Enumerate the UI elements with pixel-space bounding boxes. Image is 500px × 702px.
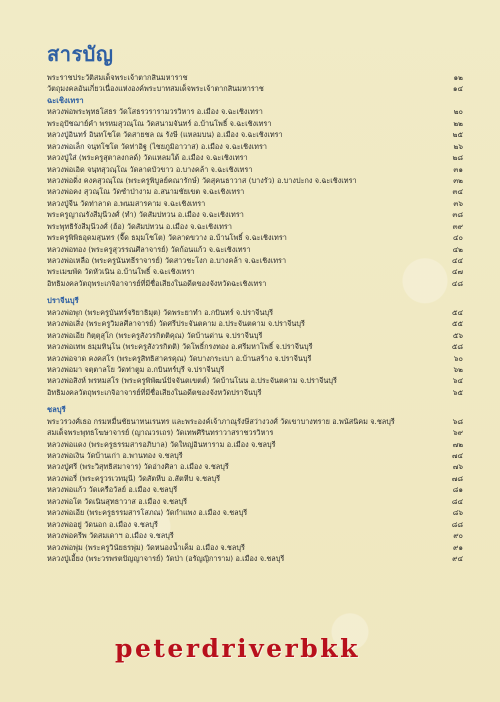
toc-entry	[47, 461, 463, 472]
toc-entry	[47, 473, 463, 484]
toc-entry	[47, 439, 463, 450]
toc-entry	[47, 255, 463, 266]
toc-entry-title: หลวงพ่อดิ่ง คงคสุวณฺโณ (พระครูพิบูลย์คณารักษ์) วัดสุคนธาวาส (บางรัว) อ.บางปะกง จ.ฉะเชิงเทรา	[47, 175, 357, 185]
toc-entry-title: หลวงพ่ออยู่ วัดนอก อ.เมือง จ.ชลบุรี	[47, 519, 158, 529]
toc-entry-page: ๖๒	[453, 364, 463, 374]
toc-entry	[47, 232, 463, 243]
toc-entry	[47, 427, 463, 438]
toc-entry-page: ๘๑	[452, 485, 463, 495]
toc-entry-title: พระราชประวัติสมเด็จพระเจ้าตากสินมหาราช	[47, 73, 188, 82]
toc-entry-page: ๓๑	[453, 164, 463, 174]
toc-entry	[47, 106, 463, 117]
toc-entry-page: ๕๔	[451, 307, 463, 317]
toc-entry-title: หลวงพ่อจาด คงคสโร (พระครูสิทธิสาครคุณ) วัดบางกระเบา อ.บ้านสร้าง จ.ปราจีนบุรี	[47, 353, 312, 363]
toc-entry	[47, 530, 463, 541]
toc-entry-page: ๒๖	[453, 141, 463, 151]
toc-entry	[47, 141, 463, 152]
toc-entry	[47, 152, 463, 163]
toc-entry-page: ๔๗	[451, 267, 463, 277]
toc-entry-page: ๒๐	[453, 107, 463, 117]
toc-entry-page: ๗๔	[451, 451, 463, 460]
toc-entry-title: หลวงพ่อเล็ก จนฺทโชโต วัดท่าอิฐ (ไชยภูมิอาวาส) อ.เมือง จ.ฉะเชิงเทรา	[47, 141, 267, 151]
toc-entry-title: พระอุปัชฌาย์คำ พรหมสุวณฺโณ วัดสนามจันทร์ อ.บ้านโพธิ์ จ.ฉะเชิงเทรา	[47, 118, 272, 128]
toc-entry	[47, 553, 463, 564]
toc-entry-title: หลวงพ่อเอีย (พระครูธรรมสารโสภณ) วัดกำแพง อ.เมือง จ.ชลบุรี	[47, 508, 248, 518]
toc-entry	[47, 353, 463, 364]
toc-entry-page: ๖๙	[453, 428, 463, 438]
toc-entry	[47, 129, 463, 140]
toc-entry-title: หลวงพ่อแดง (พระครูธรรมสารอภิบาล) วัดใหญ่อินทาราม อ.เมือง จ.ชลบุรี	[47, 439, 276, 449]
toc-entry	[47, 330, 463, 341]
toc-entry-page: ๙๐	[453, 531, 463, 541]
toc-entry-page: ๔๐	[453, 233, 463, 243]
toc-entry-page: ๒๒	[453, 118, 463, 128]
toc-entry-title: หลวงพ่อมา จตฺตาลโย วัดท่าตูม อ.กบินทร์บุรี จ.ปราจีนบุรี	[47, 364, 225, 374]
toc-entry-page: ๔๔	[451, 256, 463, 265]
toc-entry	[47, 209, 463, 220]
toc-entry-page: ๑๒	[453, 73, 463, 82]
toc-entry	[47, 375, 463, 386]
toc-entry-title: หลวงปู่อินทร์ อินทโชโต วัดสายชล ณ รังษี (แหลมบน) อ.เมือง จ.ฉะเชิงเทรา	[47, 130, 283, 140]
toc-entry-title: พระครูพิพิธอุดมสุนทร (จื๊ด ธมฺมโชโต) วัดลาดขวาง อ.บ้านโพธิ์ จ.ฉะเชิงเทรา	[47, 233, 287, 243]
toc-entry-title: อิทธิมงคลวัตถุพระเกจิอาจารย์ที่มีชื่อเสียงในอดีตของจังหวัดฉะเชิงเทรา	[47, 278, 267, 288]
toc-entry	[47, 484, 463, 495]
section-heading: ชลบุรี	[47, 405, 66, 415]
toc-entry	[47, 416, 463, 427]
toc-entry	[47, 266, 463, 277]
toc-entry-page: ๖๘	[452, 416, 463, 426]
toc-entry-page: ๓๒	[453, 175, 463, 185]
toc-entry	[47, 175, 463, 186]
toc-entry-page: ๓๔	[452, 187, 463, 197]
toc-entry-title: พระวรวงศ์เธอ กรมหมื่นชัยนาทนเรนทร และพระองค์เจ้าภาณุรังษีสว่างวงศ์ วัดเขาบางทราย อ.พนัสนิคม จ.ชลบุรี	[47, 416, 395, 426]
toc-entry-page: ๕๘	[451, 342, 463, 352]
toc-entry-title: อิทธิมงคลวัตถุพระเกจิอาจารย์ที่มีชื่อเสียงในอดีตของจังหวัดปราจีนบุรี	[47, 387, 262, 397]
toc-entry	[47, 519, 463, 530]
toc-entry	[47, 341, 463, 352]
toc-entry-page: ๕๖	[452, 330, 463, 340]
section-heading: ฉะเชิงเทรา	[47, 95, 84, 105]
toc-entry-title: หลวงพ่อเทพ ธมฺมทินฺโน (พระครูสังวรกิตติ) วัดโพธิ์กรงทอง อ.ศรีมหาโพธิ์ จ.ปราจีนบุรี	[47, 342, 313, 352]
toc-entry	[47, 278, 463, 289]
table-of-contents	[47, 72, 463, 564]
toc-entry-page: ๔๒	[452, 244, 463, 254]
toc-entry-title: หลวงพ่อครีพ วัดสมเดาฯ อ.เมือง จ.ชลบุรี	[47, 531, 174, 541]
toc-entry-page: ๑๔	[452, 84, 463, 94]
toc-entry-title: หลวงพ่อทอง (พระครูสุวรรณศีลาจารย์) วัดก้อนแก้ว จ.ฉะเชิงเทรา	[47, 244, 251, 254]
toc-entry-title: หลวงพ่อเหลือ (พระครูนันทธีราจารย์) วัดสาวชะโงก อ.บางคล้า จ.ฉะเชิงเทรา	[47, 256, 287, 265]
toc-entry-page: ๔๘	[451, 278, 463, 288]
toc-entry-page: ๖๕	[452, 387, 463, 397]
toc-entry	[47, 318, 463, 329]
toc-entry-title: หลวงพ่อรี่ (พระครูวรเวทมุนี) วัดสัตหีบ อ.สัตหีบ จ.ชลบุรี	[47, 473, 221, 483]
page-title: สารบัญ	[47, 42, 114, 66]
section-heading: ปราจีนบุรี	[47, 296, 79, 306]
toc-entry-page: ๙๔	[452, 553, 463, 563]
toc-entry-title: หลวงพ่อเสิ่ง (พระครูวิมลศีลาจารย์) วัดศรีประจันตคาม อ.ประจันตคาม จ.ปราจีนบุรี	[47, 319, 305, 329]
toc-entry-page: ๘๔	[451, 496, 463, 506]
toc-entry-page: ๒๕	[452, 130, 463, 140]
toc-entry	[47, 542, 463, 553]
toc-entry	[47, 387, 463, 398]
toc-entry	[47, 164, 463, 175]
toc-entry-title: หลวงปู่ศรี (พระวิสุทธิสมาจาร) วัดอ่างศิลา อ.เมือง จ.ชลบุรี	[47, 462, 229, 472]
toc-entry	[47, 244, 463, 255]
toc-entry	[47, 186, 463, 197]
toc-entry-title: หลวงพ่อพุ่ม (พระครูวินัยธรพุ่ม) วัดหนองน้ำเค็ม อ.เมือง จ.ชลบุรี	[47, 542, 245, 552]
toc-entry-title: หลวงพ่อคง สุวณฺโณ วัดซำป่างาม อ.สนามชัยเขต จ.ฉะเชิงเทรา	[47, 187, 245, 197]
toc-entry-page: ๖๐	[453, 353, 463, 363]
toc-entry-title: หลวงพ่อพุก (พระครูบันทร์จริยาธิมุต) วัดพระยาทำ อ.กบินทร์ จ.ปราจีนบุรี	[47, 307, 273, 317]
toc-entry	[47, 72, 463, 83]
toc-entry	[47, 221, 463, 232]
toc-entry-page: ๒๘	[452, 153, 463, 163]
toc-entry-page: ๗๒	[452, 439, 463, 449]
toc-entry-title: หลวงพ่อสิงห์ พรหมสโร (พระครูพิพัฒน์ปัจจันตเขตต์) วัดบ้านโนน อ.ประจันตคาม จ.ปราจีนบุรี	[47, 376, 337, 386]
toc-entry	[47, 450, 463, 461]
toc-entry-title: หลวงปู่ใส่ (พระครูสุตาลงกลด์) วัดแหลมใต้ อ.เมือง จ.ฉะเชิงเทรา	[47, 153, 248, 163]
toc-entry-title: พระพุทธิรังสีมุนีวงศ์ (ฮ้อ) วัดสัมปทวน อ.เมือง จ.ฉะเชิงเทรา	[47, 221, 232, 231]
toc-entry	[47, 307, 463, 318]
toc-entry-page: ๘๘	[451, 519, 463, 529]
toc-entry-title: วัตถุมงคลอันเกี่ยวเนื่องแห่งองค์พระบาทสมเด็จพระเจ้าตากสินมหาราช	[47, 84, 264, 94]
toc-entry-title: หลวงปู่จีน วัดท่าลาด อ.พนมสารคาม จ.ฉะเชิงเทรา	[47, 198, 206, 208]
toc-entry-page: ๗๖	[452, 462, 463, 472]
toc-entry-title: หลวงพ่อโต วัดเนินสุทธาวาส อ.เมือง จ.ชลบุรี	[47, 496, 188, 506]
toc-entry-page: ๗๘	[451, 473, 463, 483]
toc-entry	[47, 364, 463, 375]
toc-entry-title: หลวงพ่อพระพุทธโสธร วัดโสธรวรารามวรวิหาร อ.เมือง จ.ฉะเชิงเทรา	[47, 107, 263, 117]
toc-entry-title: สมเด็จพระพุทธโฆษาจารย์ (ญาณวรเถร) วัดเทพศิรินทราวาสราชวรวิหาร	[47, 428, 274, 438]
toc-entry-page: ๓๙	[452, 221, 463, 231]
toc-entry-page: ๕๕	[451, 319, 463, 329]
toc-entry	[47, 198, 463, 209]
toc-entry-title: หลวงพ่อเอิด จนฺทสุวณฺโณ วัดลาดบัวขาว อ.บางคล้า จ.ฉะเชิงเทรา	[47, 164, 253, 174]
toc-entry-page: ๓๖	[453, 198, 463, 208]
toc-entry-title: พระเมฆพัด วัดหัวเนิน อ.บ้านโพธิ์ จ.ฉะเชิงเทรา	[47, 267, 195, 277]
toc-entry-title: พระครูญาณรังสีมุนีวงศ์ (ทำ) วัดสัมปทวน อ.เมือง จ.ฉะเชิงเทรา	[47, 210, 244, 220]
toc-entry-title: หลวงพ่อเงิน วัดบ้านเก่า อ.พานทอง จ.ชลบุรี	[47, 451, 183, 460]
toc-entry	[47, 83, 463, 94]
toc-entry-title: หลวงปู่เอี้ยง (พระวรพรตปัญญาจารย์) วัดป่า (อรัญญิการาม) อ.เมือง จ.ชลบุรี	[47, 553, 285, 563]
toc-entry	[47, 118, 463, 129]
toc-entry	[47, 496, 463, 507]
toc-entry-page: ๙๑	[453, 542, 463, 552]
watermark-text: peterdriverbkk	[115, 634, 360, 663]
toc-entry-page: ๓๘	[452, 210, 463, 220]
toc-entry-page: ๘๖	[452, 508, 463, 518]
toc-entry	[47, 507, 463, 518]
toc-entry-page: ๖๔	[452, 376, 463, 386]
toc-entry-title: หลวงพ่อแก้ว วัดเครือวัลย์ อ.เมือง จ.ชลบุรี	[47, 485, 178, 495]
toc-entry-title: หลวงพ่อเอีย กิตฺตุสุโก (พระครูสังวรกิตติคุณ) วัดบ้านด่าน จ.ปราจีนบุรี	[47, 330, 263, 340]
